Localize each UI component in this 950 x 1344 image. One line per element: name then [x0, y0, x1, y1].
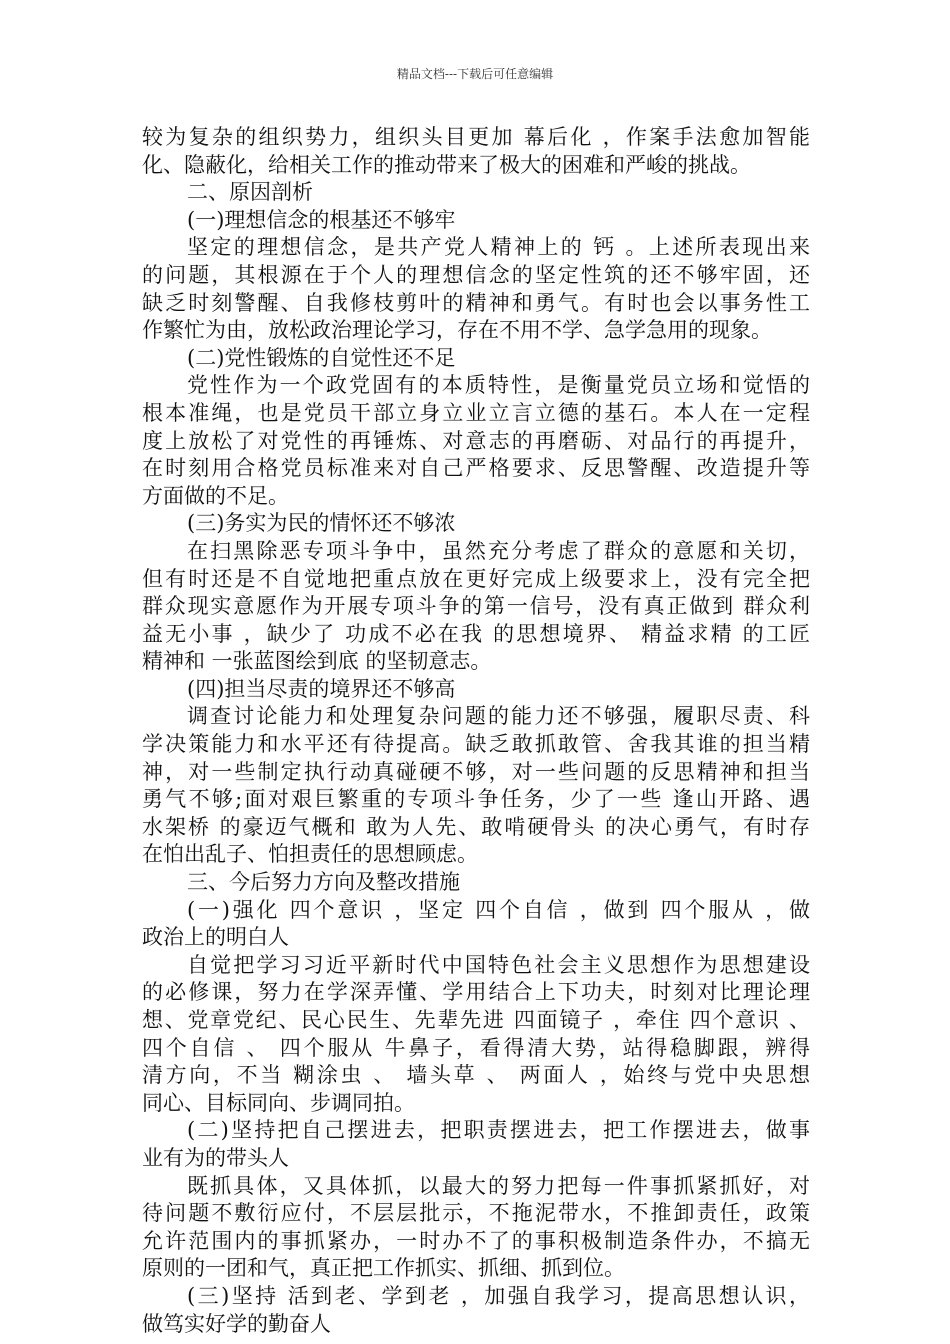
paragraph-line: 益无小事 ，缺少了 功成不必在我 的思想境界、 精益求精 的工匠 — [142, 621, 810, 646]
section-heading: (三)务实为民的情怀还不够浓 — [187, 511, 456, 536]
paragraph-line: 度上放松了对党性的再锤炼、对意志的再磨砺、对品行的再提升， — [142, 428, 810, 453]
paragraph-line: 自觉把学习习近平新时代中国特色社会主义思想作为思想建设 — [187, 952, 810, 977]
paragraph-line: 清方向，不当 糊涂虫 、 墙头草 、 两面人 ，始终与党中央思想 — [142, 1063, 810, 1088]
paragraph-line: (二)坚持把自己摆进去，把职责摆进去，把工作摆进去，做事 — [187, 1118, 810, 1143]
paragraph-line: 在扫黑除恶专项斗争中，虽然充分考虑了群众的意愿和关切， — [187, 538, 810, 563]
section-heading: 二、原因剖析 — [187, 180, 313, 205]
paragraph-line: 但有时还是不自觉地把重点放在更好完成上级要求上，没有完全把 — [142, 566, 810, 591]
paragraph-line: 做笃实好学的勤奋人 — [142, 1311, 331, 1336]
paragraph-line: (三)坚持 活到老、学到老 ，加强自我学习，提高思想认识， — [187, 1283, 810, 1308]
paragraph-line: 水架桥 的豪迈气概和 敢为人先、敢啃硬骨头 的决心勇气，有时存 — [142, 814, 810, 839]
page-header: 精品文档---下载后可任意编辑 — [396, 67, 554, 81]
paragraph-line: 学决策能力和水平还有待提高。缺乏敢抓敢管、舍我其谁的担当精 — [142, 732, 810, 757]
section-heading: (四)担当尽责的境界还不够高 — [187, 676, 456, 701]
paragraph-line: 较为复杂的组织势力，组织头目更加 幕后化 ，作案手法愈加智能 — [142, 125, 810, 149]
section-heading: 三、今后努力方向及整改措施 — [187, 870, 460, 895]
document-body — [142, 124, 810, 1338]
paragraph-line: 神，对一些制定执行动真碰硬不够，对一些问题的反思精神和担当 — [142, 759, 810, 784]
paragraph-line: 作繁忙为由，放松政治理论学习，存在不用不学、急学急用的现象。 — [142, 318, 772, 343]
paragraph-line: 群众现实意愿作为开展专项斗争的第一信号，没有真正做到 群众利 — [142, 594, 810, 619]
paragraph-line: 待问题不敷衍应付，不层层批示，不拖泥带水，不推卸责任，政策 — [142, 1201, 810, 1226]
paragraph-line: 既抓具体，又具体抓，以最大的努力把每一件事抓紧抓好，对 — [187, 1173, 810, 1198]
paragraph-line: 党性作为一个政党固有的本质特性，是衡量党员立场和觉悟的 — [187, 373, 810, 398]
paragraph-line: 根本准绳，也是党员干部立身立业立言立德的基石。本人在一定程 — [142, 400, 810, 425]
paragraph-line: 的必修课，努力在学深弄懂、学用结合上下功夫，时刻对比理论理 — [142, 980, 810, 1005]
paragraph-line: 四个自信 、 四个服从 牛鼻子，看得清大势，站得稳脚跟，辨得 — [142, 1035, 810, 1060]
section-heading: (二)党性锻炼的自觉性还不足 — [187, 345, 456, 370]
paragraph-line: 坚定的理想信念，是共产党人精神上的 钙 。上述所表现出来 — [187, 235, 810, 260]
paragraph-line: 勇气不够;面对艰巨繁重的专项斗争任务，少了一些 逢山开路、遇 — [142, 787, 810, 812]
paragraph-line: 精神和 一张蓝图绘到底 的坚韧意志。 — [142, 649, 492, 674]
paragraph-line: 缺乏时刻警醒、自我修枝剪叶的精神和勇气。有时也会以事务性工 — [142, 290, 810, 315]
paragraph-line: 想、党章党纪、民心民生、先辈先进 四面镜子 ，牵住 四个意识 、 — [142, 1008, 810, 1032]
paragraph-line: 在怕出乱子、怕担责任的思想顾虑。 — [142, 842, 478, 867]
paragraph-line: 政治上的明白人 — [142, 925, 289, 950]
paragraph-line: 业有为的带头人 — [142, 1145, 289, 1170]
paragraph-line: 允许范围内的事抓紧办，一时办不了的事积极制造条件办，不搞无 — [142, 1228, 810, 1253]
paragraph-line: 调查讨论能力和处理复杂问题的能力还不够强，履职尽责、科 — [187, 704, 810, 729]
paragraph-line: 原则的一团和气，真正把工作抓实、抓细、抓到位。 — [142, 1256, 625, 1281]
paragraph-line: 在时刻用合格党员标准来对自己严格要求、反思警醒、改造提升等 — [142, 456, 810, 481]
paragraph-line: 同心、目标同向、步调同拍。 — [142, 1090, 415, 1115]
paragraph-line: 的问题，其根源在于个人的理想信念的坚定性筑的还不够牢固，还 — [142, 262, 810, 287]
section-heading: (一)理想信念的根基还不够牢 — [187, 207, 456, 232]
paragraph-line: 方面做的不足。 — [142, 483, 289, 508]
paragraph-line: 化、隐蔽化，给相关工作的推动带来了极大的困难和严峻的挑战。 — [142, 152, 751, 177]
paragraph-line: (一)强化 四个意识 ，坚定 四个自信 ，做到 四个服从 ，做 — [187, 897, 810, 922]
